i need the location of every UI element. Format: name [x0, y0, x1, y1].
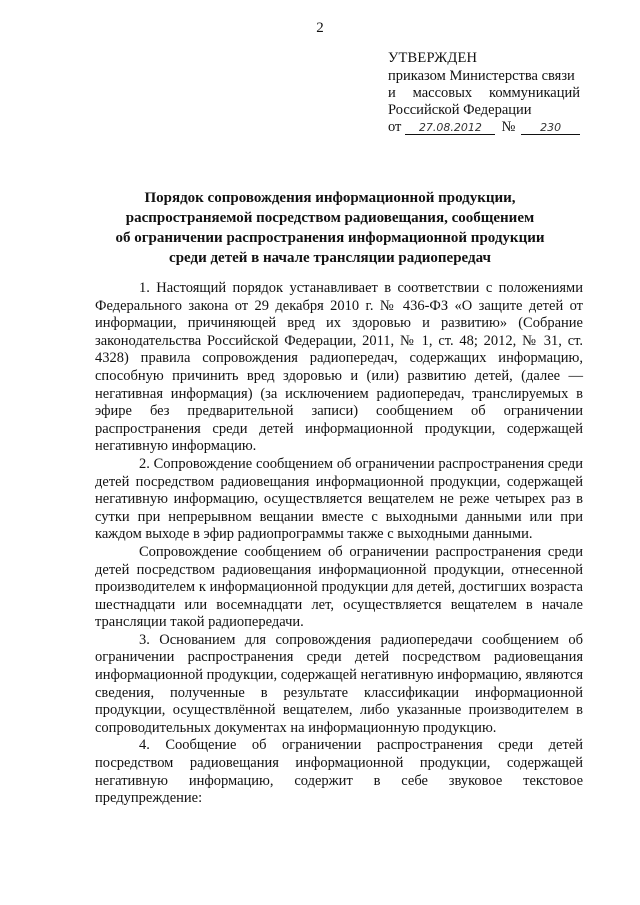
approval-block — [388, 50, 580, 136]
paragraph-1: 1. Настоящий порядок устанавливает в соответствии с положениями Федерального закона от 29 декабря 2010 г. № 436-ФЗ «О защите детей от информации, причиняющей вред их здоровью и развитию» (Собрание законодательства Российской Федерации, 2011, № 1, ст. 48; 2012, № 31, ст. 4328) правила сопровождения радиопередач, содержащих информацию, способную причинить вред здоровью и (или) развитию детей, (далее — негативная информация) (за исключением радиопередач, транслируемых в эфире без предварительной записи) сообщением об ограничении распространения среди детей информационной продукции, содержащей негативную информацию. — [95, 280, 583, 455]
handwritten-date: 27.08.2012 — [405, 121, 495, 135]
paragraph-2: 2. Сопровождение сообщением об ограничении распространения среди детей посредством радиовещания информационной продукции, содержащей негативную информацию, осуществляется вещателем не реже четырех раз в сутки при непрерывном вещании вместе с выходными данными или при каждом выходе в эфир радиопрограммы также с выходными данными. — [95, 455, 583, 543]
approval-line-3: Российской Федерации — [388, 102, 532, 118]
paragraph-3: 3. Основанием для сопровождения радиопередачи сообщением об ограничении распространения среди детей посредством радиовещания информационной продукции, содержащей негативную информацию, являются сведения, полученные в результате классификации информационной продукции, осуществлённой вещателем, либо указанные производителем в сопроводительных документах на информационную продукцию. — [95, 631, 583, 736]
approval-line-1: приказом Министерства связи — [388, 68, 575, 84]
approval-date-number-line — [388, 119, 580, 136]
number-prefix: № — [501, 119, 516, 135]
approval-heading: УТВЕРЖДЕН — [388, 50, 478, 66]
document-title — [80, 188, 580, 268]
title-line: среди детей в начале трансляции радиопередач — [169, 250, 491, 266]
title-line: об ограничении распространения информационной продукции — [115, 230, 545, 246]
document-body — [95, 280, 583, 808]
paragraph-4: 4. Сообщение об ограничении распространения среди детей посредством радиовещания информационной продукции, содержащей негативную информацию, содержит в себе звуковое текстовое предупреждение: — [95, 737, 583, 807]
title-line: Порядок сопровождения информационной продукции, — [144, 190, 516, 206]
page-number: 2 — [316, 20, 324, 36]
title-line: распространяемой посредством радиовещания, сообщением — [125, 210, 535, 226]
approval-line-2: и массовых коммуникаций — [388, 85, 580, 101]
date-prefix: от — [388, 119, 402, 135]
handwritten-number: 230 — [521, 121, 580, 135]
paragraph-2-continued: Сопровождение сообщением об ограничении распространения среди детей посредством радиовещания информационной продукции, отнесенной производителем к информационной продукции для детей, достигших возраста шестнадцати или восемнадцати лет, осуществляется вещателем в начале трансляции такой радиопередачи. — [95, 543, 583, 631]
